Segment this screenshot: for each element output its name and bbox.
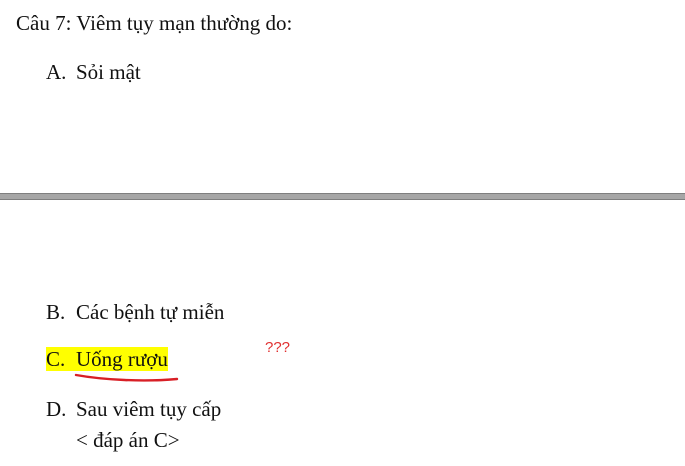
option-c-letter: C.: [46, 347, 66, 371]
option-c-text: Uống rượu: [76, 347, 168, 371]
option-a: [46, 59, 141, 85]
question-text: Câu 7: Viêm tụy mạn thường do:: [16, 11, 293, 35]
option-b: [46, 299, 224, 325]
option-a-letter: A.: [46, 60, 67, 84]
option-d-text: Sau viêm tụy cấp: [76, 397, 222, 421]
answer-note: < đáp án C>: [76, 428, 180, 452]
option-b-text: Các bệnh tự miễn: [76, 300, 225, 324]
option-d: [46, 396, 221, 422]
page-break-divider: [0, 193, 685, 200]
option-d-letter: D.: [46, 397, 67, 421]
question-marks-annotation: ???: [265, 339, 291, 356]
option-c: [46, 346, 168, 372]
red-pen-underline: [74, 371, 184, 385]
option-c-highlight: [46, 347, 168, 371]
option-a-text: Sỏi mật: [76, 60, 141, 84]
option-b-letter: B.: [46, 300, 66, 324]
